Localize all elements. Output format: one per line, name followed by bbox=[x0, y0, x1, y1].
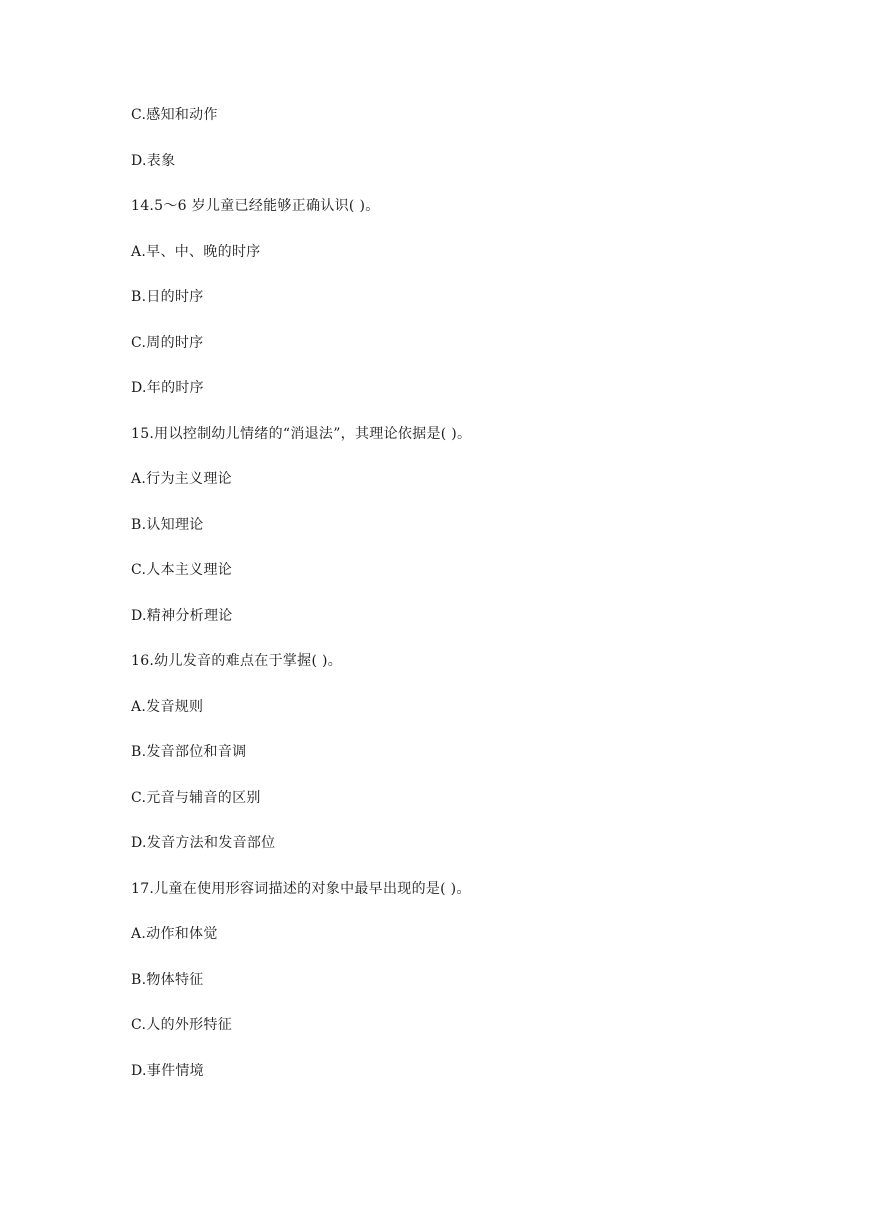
question-line: 16.幼儿发音的难点在于掌握( )。 bbox=[131, 653, 343, 669]
option-line: A.动作和体觉 bbox=[131, 926, 218, 942]
option-line: C.感知和动作 bbox=[131, 107, 218, 123]
option-line: D.事件情境 bbox=[131, 1063, 204, 1079]
option-line: A.早、中、晚的时序 bbox=[131, 244, 261, 260]
option-line: D.年的时序 bbox=[131, 380, 204, 396]
option-line: B.物体特征 bbox=[131, 972, 204, 988]
question-line: 17.儿童在使用形容词描述的对象中最早出现的是( )。 bbox=[131, 881, 471, 897]
option-line: C.元音与辅音的区别 bbox=[131, 790, 261, 806]
option-line: B.认知理论 bbox=[131, 517, 204, 533]
option-line: B.发音部位和音调 bbox=[131, 744, 247, 760]
option-line: D.表象 bbox=[131, 153, 176, 169]
question-line: 14.5～6 岁儿童已经能够正确认识( )。 bbox=[131, 198, 380, 214]
option-line: A.行为主义理论 bbox=[131, 471, 232, 487]
option-line: D.发音方法和发音部位 bbox=[131, 835, 276, 851]
option-line: B.日的时序 bbox=[131, 289, 204, 305]
option-line: A.发音规则 bbox=[131, 699, 204, 715]
option-line: D.精神分析理论 bbox=[131, 608, 233, 624]
option-line: C.人本主义理论 bbox=[131, 562, 233, 578]
option-line: C.人的外形特征 bbox=[131, 1017, 233, 1033]
option-line: C.周的时序 bbox=[131, 335, 204, 351]
question-line: 15.用以控制幼儿情绪的“消退法”，其理论依据是( )。 bbox=[131, 426, 472, 442]
